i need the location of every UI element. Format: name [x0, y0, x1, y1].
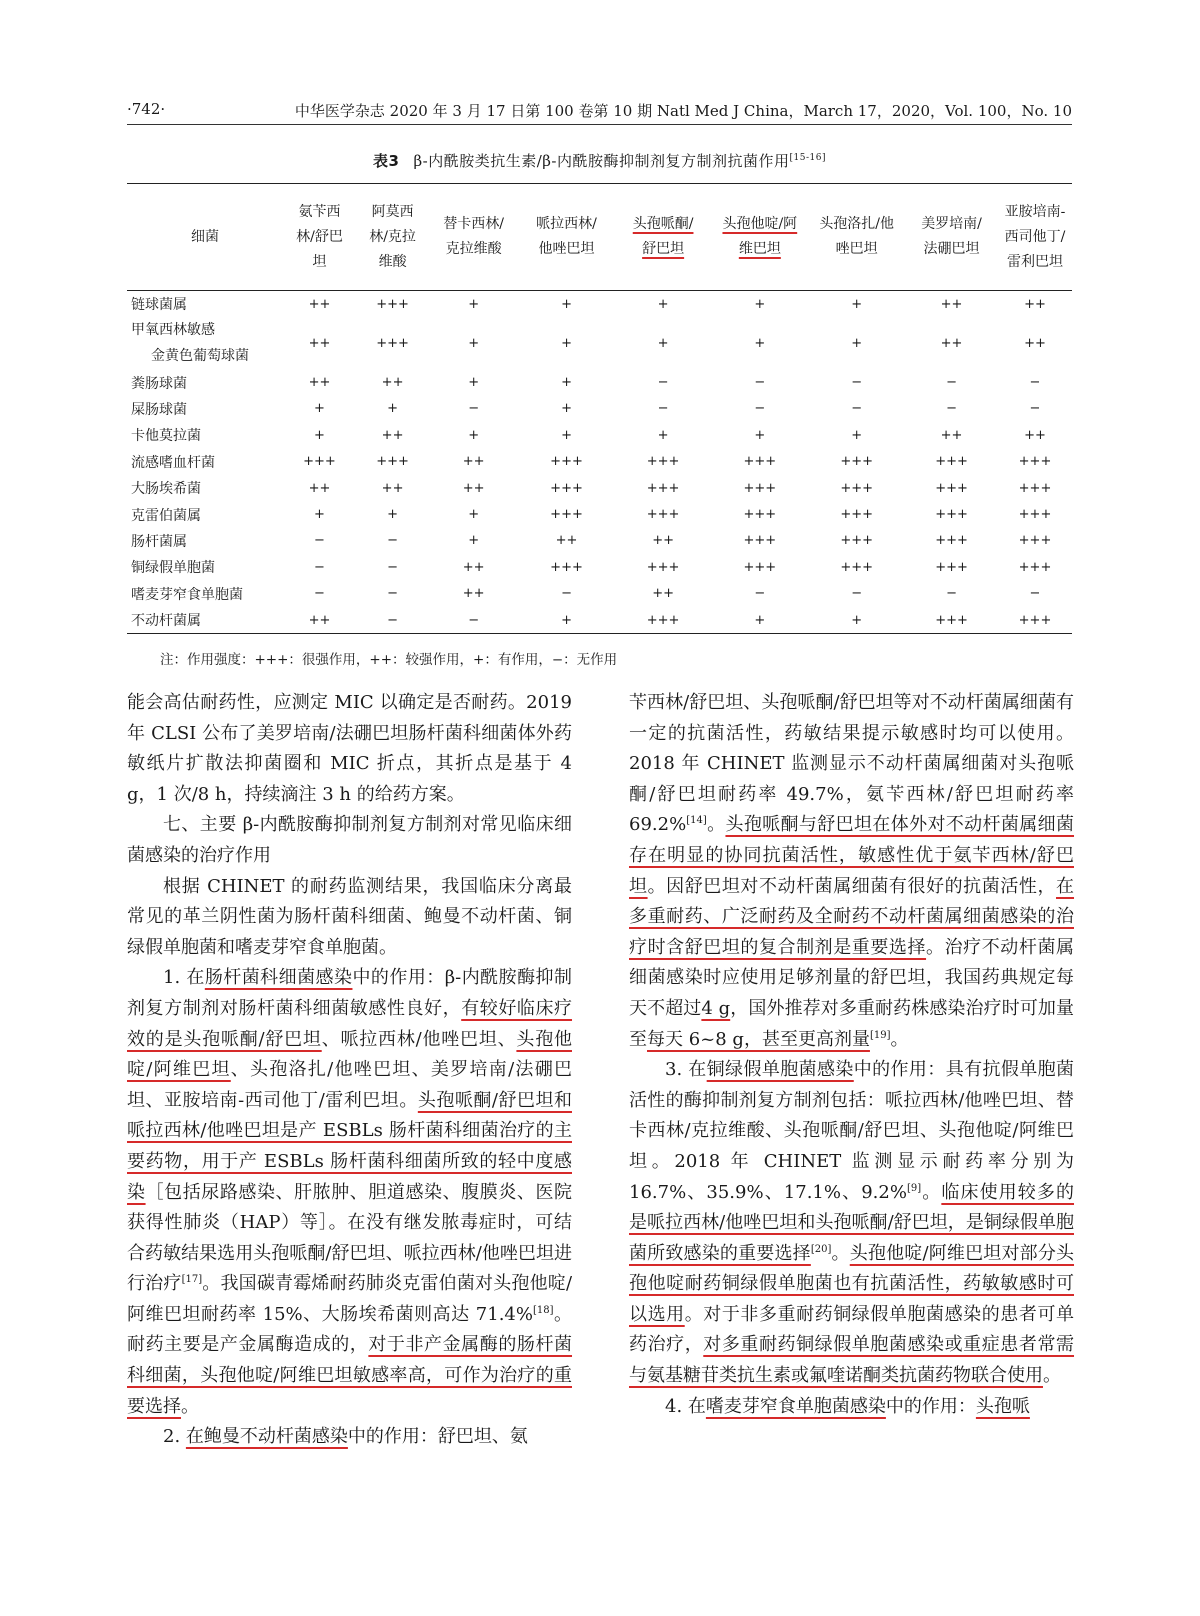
activity-cell: + [468, 296, 480, 312]
activity-cell: − [1029, 401, 1041, 417]
activity-cell: − [754, 401, 766, 417]
activity-cell: − [754, 586, 766, 602]
activity-cell: − [754, 375, 766, 391]
activity-cell: + [754, 296, 766, 312]
activity-cell: + [561, 612, 572, 628]
activity-cell: +++ [1018, 559, 1052, 575]
activity-cell: +++ [303, 454, 336, 470]
table-row [127, 369, 1072, 395]
activity-cell: +++ [550, 480, 583, 496]
activity-cell: + [561, 375, 572, 391]
activity-cell: +++ [1018, 454, 1052, 470]
table-row [127, 475, 1072, 501]
activity-cell: − [387, 533, 399, 549]
activity-cell: ++ [308, 296, 331, 312]
activity-cell: ++ [1024, 427, 1046, 443]
header-col-2: 阿莫西林/克拉维酸 [356, 184, 429, 291]
activity-cell: ++ [308, 335, 331, 351]
running-head [127, 100, 1072, 125]
activity-cell: +++ [743, 454, 777, 470]
activity-cell: + [657, 296, 669, 312]
activity-cell: +++ [1018, 480, 1052, 496]
organism-cell: 链球菌属 [131, 297, 187, 314]
activity-cell: +++ [935, 612, 968, 628]
table-row [127, 317, 1072, 369]
activity-cell: − [561, 586, 572, 602]
right-column [629, 688, 1074, 1422]
activity-cell: + [561, 335, 572, 351]
activity-cell: + [754, 427, 766, 443]
left-column [127, 688, 572, 1453]
activity-cell: ++ [555, 533, 578, 549]
organism-cell: 不动杆菌属 [131, 613, 201, 630]
activity-cell: − [314, 559, 325, 575]
activity-cell: − [946, 375, 957, 391]
table-row [127, 291, 1072, 318]
header-col-3: 替卡西林/克拉维酸 [429, 184, 518, 291]
table-title [127, 150, 1072, 171]
organism-cell: 甲氧西林敏感 金黄色葡萄球菌 [131, 322, 249, 365]
activity-cell: + [851, 296, 863, 312]
activity-cell: − [1029, 375, 1041, 391]
table-row [127, 607, 1072, 634]
activity-cell: ++ [462, 559, 485, 575]
left-paragraph-enterobacteriaceae: 1. 在肠杆菌科细菌感染中的作用：β-内酰胺酶抑制剂复方制剂对肠杆菌科细菌敏感性良好，有较好临床疗效的是头孢哌酮/舒巴坦、哌拉西林/他唑巴坦、头孢他啶/阿维巴坦、头孢洛扎/他唑巴坦、美罗培南/法硼巴坦、亚胺培南-西司他丁/雷利巴坦。头孢哌酮/舒巴坦和哌拉西林/他唑巴坦是产 ESBLs 肠杆菌科细菌治疗的主要药物，用于产 ESBLs 肠杆菌科细菌所致的轻中度感染［包括尿路感染、肝脓肿、胆道感染、腹膜炎、医院获得性肺炎（HAP）等］。在没有继发脓毒症时，可结合药敏结果选用头孢哌酮/舒巴坦、哌拉西林/他唑巴坦进行治疗[17]。我国碳青霉烯耐药肺炎克雷伯菌对头孢他啶/阿维巴坦耐药率 15%、大肠埃希菌则高达 71.4%[18]。耐药主要是产金属酶造成的，对于非产金属酶的肠杆菌科细菌，头孢他啶/阿维巴坦敏感率高，可作为治疗的重要选择。 [127, 967, 573, 1417]
table-number: 表3 [373, 152, 400, 170]
table-note: 注：作用强度：+++：很强作用，++：较强作用，+：有作用，−：无作用 [160, 652, 618, 668]
activity-cell: − [1029, 586, 1041, 602]
activity-cell: +++ [1018, 533, 1052, 549]
activity-cell: − [387, 559, 399, 575]
activity-cell: +++ [376, 454, 409, 470]
organism-cell: 屎肠球菌 [131, 401, 187, 418]
organism-cell: 卡他莫拉菌 [131, 428, 201, 445]
activity-cell: + [387, 507, 399, 523]
organism-cell: 嗜麦芽窄食单胞菌 [131, 586, 243, 603]
activity-cell: + [561, 427, 572, 443]
header-col-9: 亚胺培南-西司他丁/雷利巴坦 [998, 184, 1072, 291]
activity-cell: + [468, 533, 480, 549]
activity-cell: ++ [940, 296, 963, 312]
activity-cell: − [387, 612, 399, 628]
activity-cell: + [561, 401, 572, 417]
activity-cell: − [946, 586, 957, 602]
activity-cell: +++ [840, 454, 874, 470]
activity-cell: +++ [646, 480, 680, 496]
activity-cell: ++ [308, 480, 331, 496]
activity-cell: +++ [935, 533, 968, 549]
activity-cell: + [468, 427, 480, 443]
activity-cell: − [851, 586, 863, 602]
activity-cell: ++ [462, 454, 485, 470]
activity-cell: ++ [381, 427, 404, 443]
activity-cell: ++ [308, 375, 331, 391]
activity-cell: + [657, 427, 669, 443]
header-organism: 细菌 [127, 184, 283, 291]
organism-cell: 克雷伯菌属 [131, 507, 201, 524]
header-col-1: 氨苄西林/舒巴坦 [283, 184, 356, 291]
activity-cell: +++ [840, 533, 874, 549]
activity-cell: − [657, 375, 669, 391]
left-paragraph-chinet: 根据 CHINET 的耐药监测结果，我国临床分离最常见的革兰阴性菌为肠杆菌科细菌、鲍曼不动杆菌、铜绿假单胞菌和嗜麦芽窄食单胞菌。 [127, 875, 572, 958]
activity-cell: + [314, 401, 325, 417]
activity-cell: ++ [940, 335, 963, 351]
activity-cell: +++ [646, 559, 680, 575]
table-row [127, 554, 1072, 580]
organism-cell: 大肠埃希菌 [131, 481, 201, 498]
antibacterial-activity-table [127, 183, 1072, 634]
activity-cell: + [468, 507, 480, 523]
activity-cell: +++ [743, 533, 777, 549]
activity-cell: +++ [743, 507, 777, 523]
activity-cell: + [468, 375, 480, 391]
activity-cell: +++ [376, 335, 409, 351]
activity-cell: − [387, 586, 399, 602]
activity-cell: + [851, 335, 863, 351]
activity-cell: ++ [462, 480, 485, 496]
header-col-5: 头孢哌酮/舒巴坦 [615, 184, 712, 291]
activity-cell: +++ [376, 296, 409, 312]
activity-cell: +++ [935, 454, 968, 470]
activity-cell: ++ [652, 533, 674, 549]
table-row [127, 581, 1072, 607]
activity-cell: − [946, 401, 957, 417]
activity-cell: + [314, 507, 325, 523]
activity-cell: ++ [1024, 335, 1046, 351]
activity-cell: + [387, 401, 399, 417]
activity-cell: +++ [935, 559, 968, 575]
table-row [127, 528, 1072, 554]
header-col-4: 哌拉西林/他唑巴坦 [518, 184, 615, 291]
table-header-row [127, 184, 1072, 291]
activity-cell: ++ [1024, 296, 1046, 312]
activity-cell: ++ [381, 480, 404, 496]
activity-cell: − [314, 533, 325, 549]
activity-cell: + [561, 296, 572, 312]
left-paragraph-acinetobacter: 2. 在鲍曼不动杆菌感染中的作用：舒巴坦、氨 [163, 1426, 528, 1448]
activity-cell: + [851, 427, 863, 443]
activity-cell: +++ [840, 507, 874, 523]
organism-cell: 流感嗜血杆菌 [131, 454, 215, 471]
activity-cell: + [851, 612, 863, 628]
table-row [127, 422, 1072, 448]
activity-cell: +++ [935, 507, 968, 523]
activity-cell: + [468, 335, 480, 351]
activity-cell: +++ [550, 507, 583, 523]
activity-cell: − [657, 401, 669, 417]
activity-cell: − [468, 401, 480, 417]
activity-cell: − [314, 586, 325, 602]
activity-cell: + [754, 612, 766, 628]
table-title-text: β-内酰胺类抗生素/β-内酰胺酶抑制剂复方制剂抗菌作用 [413, 152, 790, 170]
activity-cell: − [851, 375, 863, 391]
activity-cell: − [851, 401, 863, 417]
activity-cell: − [468, 612, 480, 628]
activity-cell: ++ [940, 427, 963, 443]
header-col-8: 美罗培南/法硼巴坦 [905, 184, 998, 291]
activity-cell: +++ [1018, 612, 1052, 628]
activity-cell: ++ [652, 586, 674, 602]
left-paragraph-1: 能会高估耐药性，应测定 MIC 以确定是否耐药。2019 年 CLSI 公布了美罗培南/法硼巴坦肠杆菌科细菌体外药敏纸片扩散法抑菌圈和 MIC 折点，其折点是基于 4 g，1 次/8 h，持续滴注 3 h 的给药方案。 [127, 692, 572, 805]
table-title-ref: [15-16] [789, 153, 826, 163]
activity-cell: +++ [550, 454, 583, 470]
activity-cell: +++ [646, 612, 680, 628]
activity-cell: + [754, 335, 766, 351]
organism-cell: 肠杆菌属 [131, 533, 187, 550]
page-number: ·742· [127, 100, 166, 118]
table-row [127, 396, 1072, 422]
activity-cell: ++ [462, 586, 485, 602]
table-row [127, 501, 1072, 527]
activity-cell: + [314, 427, 325, 443]
activity-cell: +++ [840, 480, 874, 496]
organism-cell: 铜绿假单胞菌 [131, 560, 215, 577]
activity-cell: +++ [840, 559, 874, 575]
activity-cell: +++ [743, 480, 777, 496]
organism-cell: 粪肠球菌 [131, 375, 187, 392]
header-col-6: 头孢他啶/阿维巴坦 [711, 184, 808, 291]
activity-cell: +++ [550, 559, 583, 575]
activity-cell: ++ [308, 612, 331, 628]
journal-citation: 中华医学杂志 2020 年 3 月 17 日第 100 卷第 10 期 Natl Med J China，March 17，2020，Vol. 100，No. 10 [294, 102, 1072, 120]
table-row [127, 449, 1072, 475]
activity-cell: +++ [646, 507, 680, 523]
right-paragraph-acinetobacter: 苄西林/舒巴坦、头孢哌酮/舒巴坦等对不动杆菌属细菌有一定的抗菌活性，药敏结果提示敏感时均可以使用。2018 年 CHINET 监测显示不动杆菌属细菌对头孢哌酮/舒巴坦耐药率 49.7%，氨苄西林/舒巴坦耐药率 69.2%[14]。头孢哌酮与舒巴坦在体外对不动杆菌属细菌存在明显的协同抗菌活性，敏感性优于氨苄西林/舒巴坦。因舒巴坦对不动杆菌属细菌有很好的抗菌活性，在多重耐药、广泛耐药及全耐药不动杆菌属细菌感染的治疗时含舒巴坦的复合制剂是重要选择。治疗不动杆菌属细菌感染时应使用足够剂量的舒巴坦，我国药典规定每天不超过4 g，国外推荐对多重耐药株感染治疗时可加量至每天 6~8 g，甚至更高剂量[19]。 [629, 692, 1075, 1050]
header-col-7: 头孢洛扎/他唑巴坦 [808, 184, 905, 291]
activity-cell: ++ [381, 375, 404, 391]
activity-cell: +++ [743, 559, 777, 575]
activity-cell: + [657, 335, 669, 351]
right-paragraph-pseudomonas: 3. 在铜绿假单胞菌感染中的作用：具有抗假单胞菌活性的酶抑制剂复方制剂包括：哌拉西林/他唑巴坦、替卡西林/克拉维酸、头孢哌酮/舒巴坦、头孢他啶/阿维巴坦。2018 年 CHINET 监测显示耐药率分别为 16.7%、35.9%、17.1%、9.2%[9]。临床使用较多的是哌拉西林/他唑巴坦和头孢哌酮/舒巴坦，是铜绿假单胞菌所致感染的重要选择[20]。头孢他啶/阿维巴坦对部分头孢他啶耐药铜绿假单胞菌也有抗菌活性，药敏敏感时可以选用。对于非多重耐药铜绿假单胞菌感染的患者可单药治疗，对多重耐药铜绿假单胞菌感染或重症患者常需与氨基糖苷类抗生素或氟喹诺酮类抗菌药物联合使用。 [629, 1059, 1075, 1387]
activity-cell: +++ [1018, 507, 1052, 523]
section-heading-7: 七、主要 β-内酰胺酶抑制剂复方制剂对常见临床细菌感染的治疗作用 [127, 814, 572, 866]
right-paragraph-stenotrophomonas: 4. 在嗜麦芽窄食单胞菌感染中的作用：头孢哌 [665, 1395, 1030, 1417]
activity-cell: +++ [935, 480, 968, 496]
activity-cell: +++ [646, 454, 680, 470]
